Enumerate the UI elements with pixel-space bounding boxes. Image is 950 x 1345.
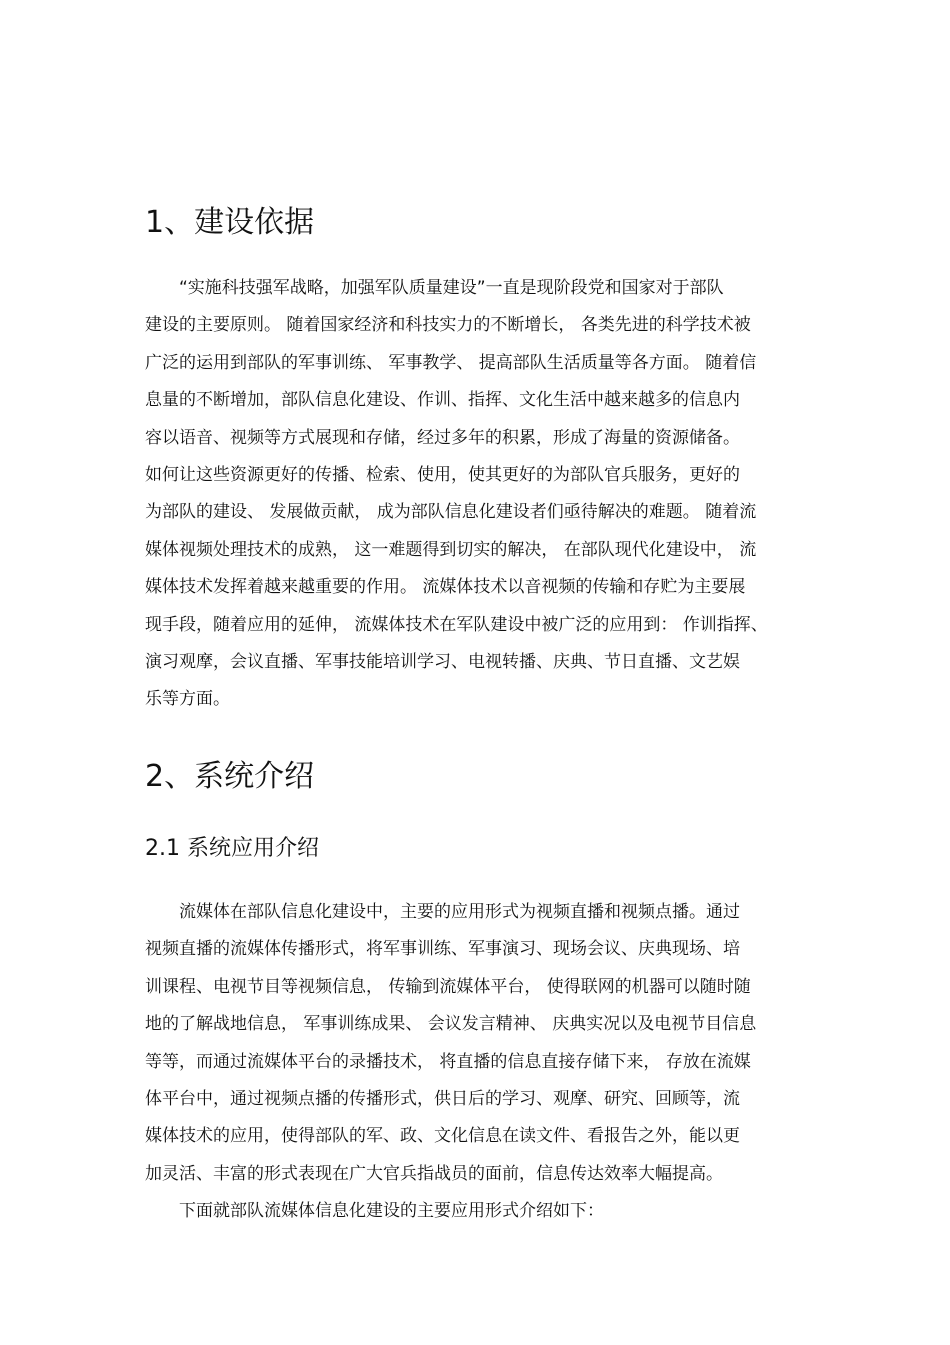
section-basis-paragraph [145,270,825,719]
paragraph-line: 媒体技术发挥着越来越重要的作用。 流媒体技术以音视频的传输和存贮为主要展 [145,577,746,598]
paragraph-line: 乐等方面。 [145,689,230,710]
paragraph-line: 地的了解战地信息， 军事训练成果、 会议发言精神、 庆典实况以及电视节目信息 [145,1014,757,1035]
paragraph-line: 训课程、电视节目等视频信息， 传输到流媒体平台， 使得联网的机器可以随时随 [145,976,751,997]
paragraph-line: 如何让这些资源更好的传播、检索、使用，使其更好的为部队官兵服务，更好的 [145,464,740,485]
paragraph-line: 下面就部队流媒体信息化建设的主要应用形式介绍如下： [179,1201,604,1222]
paragraph-line: 为部队的建设、 发展做贡献， 成为部队信息化建设者们亟待解决的难题。 随着流 [145,502,757,523]
paragraph-line: 现手段，随着应用的延伸， 流媒体技术在军队建设中被广泛的应用到： 作训指挥、 [145,614,768,635]
paragraph-line: 等等，而通过流媒体平台的录播技术， 将直播的信息直接存储下来， 存放在流媒 [145,1051,751,1072]
paragraph-line: 建设的主要原则。 随着国家经济和科技实力的不断增长， 各类先进的科学技术被 [145,315,751,336]
subsection-application-paragraph [145,894,825,1231]
paragraph-line: “实施科技强军战略，加强军队质量建设”一直是现阶段党和国家对于部队 [179,278,724,298]
paragraph-line: 媒体视频处理技术的成熟， 这一难题得到切实的解决， 在部队现代化建设中， 流 [145,539,757,560]
paragraph-line: 容以语音、视频等方式展现和存储，经过多年的积累，形成了海量的资源储备。 [145,427,740,448]
section-heading-system-intro: 2、系统介绍 [145,759,315,794]
paragraph-line: 媒体技术的应用，使得部队的军、政、文化信息在读文件、看报告之外，能以更 [145,1126,740,1147]
section-heading-basis: 1、建设依据 [145,205,315,240]
paragraph-line: 演习观摩，会议直播、军事技能培训学习、电视转播、庆典、节日直播、文艺娱 [145,651,740,672]
paragraph-line: 广泛的运用到部队的军事训练、 军事教学、 提高部队生活质量等各方面。 随着信 [145,352,757,373]
paragraph-line: 流媒体在部队信息化建设中，主要的应用形式为视频直播和视频点播。通过 [179,902,740,922]
paragraph-line: 视频直播的流媒体传播形式，将军事训练、军事演习、现场会议、庆典现场、培 [145,939,740,960]
subsection-heading-application-intro: 2.1 系统应用介绍 [145,836,319,861]
paragraph-line: 加灵活、丰富的形式表现在广大官兵指战员的面前，信息传达效率大幅提高。 [145,1163,723,1184]
paragraph-line: 体平台中，通过视频点播的传播形式，供日后的学习、观摩、研究、回顾等，流 [145,1088,740,1109]
paragraph-line: 息量的不断增加，部队信息化建设、作训、指挥、文化生活中越来越多的信息内 [145,390,740,411]
